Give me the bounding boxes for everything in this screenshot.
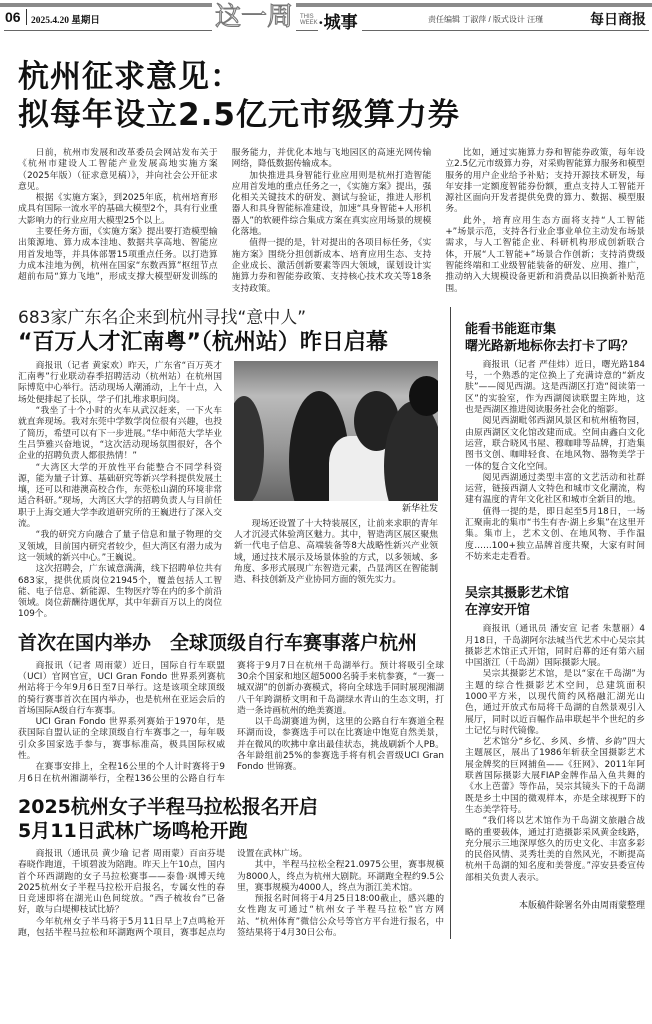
paragraph: 此外，培育应用生态方面将支持“人工智能+”场景示范，支持各行业企事业单位主动发布场景需求，与人工智能企业、科研机构形成创新联合体，开展“人工智能+”场景合作创新；支持消费级智能终端和工业级智能装备的研发、应用、推广，推动纳入大规模设备更新和消费品以旧换新补贴范围。 — [445, 215, 645, 294]
paragraph: 商报讯（记者 周雨蒙）近日，国际自行车联盟（UCI）官网官宣，UCI Gran Fondo 世界系列赛杭州站将于今年9月6日至7日举行。这是该项全球顶级的骑行赛事首次在国内举办，也是杭州在亚运会后的首场国际A级自行车赛事。 — [18, 660, 225, 716]
article-compute-voucher — [18, 148, 645, 295]
paragraph: 加快推进具身智能行业应用则是杭州打造智能应用首发地的重点任务之一，《实施方案》提出，强化相关关键技术的研发、测试与验证，推进人形机器人和具身智能标准建设，加速“具身智能+人形机器人”的软硬件综合集成方案在真实应用场景的规模化落地。 — [231, 170, 432, 238]
paragraph: “我的研究方向融合了量子信息和量子物理的交叉领域，目前国内研究者较少，但大湾区有潜力成为这一领域的新兴中心。”王巍说。 — [18, 530, 222, 563]
paragraph: 商报讯（通讯员 黄少瑜 记者 周雨蒙）百亩芬堤春晓作跑道，千顷碧波为陪跑。昨天上午10点，国内首个环西湖跑的女子马拉松赛事——泰鲁·飒博天纯2025杭州女子半程马拉松开启报名，专属女性的春日竞速即将在湖光山色间绽放。“西子梳妆台”已备好，敢与白堤柳枝试比娇？ — [18, 848, 225, 916]
paragraph: “我们将以艺术馆作为千岛湖文旅融合战略的重要载体，通过打造摄影采风黄金线路，充分展示三地深厚悠久的历史文化、丰富多彩的民俗风情、灵秀壮美的自然风光，不断提高杭州千岛湖的知名度和美誉度。”淳安县委宣传部相关负责人表示。 — [465, 816, 645, 883]
lower-section — [18, 307, 645, 939]
paragraph: 阅见西湖通过类型丰富的文艺活动和社群运营，链接西湖人文特色和城市文化潮流，构建有温度的青年文化社区和城市全新目的地。 — [465, 472, 645, 506]
article-half-marathon-text — [18, 849, 444, 939]
paragraph: 吴宗其摄影艺术馆，是以“家在千岛湖”为主题的综合性摄影艺术空间，总建筑面积1000平方米，以现代简约风格融汇湖光山色，通过开放式布局将千岛湖的自然景观引入展厅，同时以近百幅作品串联起半个世纪的乡土记忆与时代镜像。 — [465, 669, 645, 736]
article-reading-space — [465, 360, 645, 563]
paragraph: 今年杭州女子半马将于5月11日早上7点鸣枪开跑，包括半程马拉松和环湖跑两个项目，赛事起点均设置在武林广场。 — [18, 848, 308, 939]
headline-line1: 2025杭州女子半程马拉松报名开启 — [18, 795, 318, 818]
paragraph: UCI Gran Fondo 世界系列赛始于1970年，是获国际自盟认证的全球顶级自行车赛事之一，每年吸引众多国家选手参与，赛事标准高，极具国际权威性。 — [18, 717, 225, 762]
section-name: ·城事 — [318, 8, 362, 33]
news-photo — [234, 361, 438, 501]
paragraph: “我坐了十个小时的火车从武汉赶来，一下火车就直奔现场。我对东莞中学数学岗位很有兴趣，也投了简历，希望可以有下一步进展。”华中师范大学毕业生吕笋雅兴奋地说，“这次活动现场氛围很好，各个企业的招聘负责人都很热情！” — [18, 406, 222, 462]
article-headline: 首次在国内举办 全球顶级自行车赛事落户杭州 — [18, 631, 418, 654]
article-kicker: 683家广东名企来到杭州寻找“意中人” — [18, 307, 307, 328]
article-job-fair — [18, 361, 444, 621]
sidebar-headline-line2: 曙光路新地标你去打卡了吗？ — [465, 338, 635, 354]
editor-credits: 责任编辑 丁淑萍 / 版式设计 汪瑾 — [428, 15, 544, 24]
page-body — [18, 58, 645, 939]
column-brand-en: THIS WEEK — [300, 14, 318, 26]
headline-line2: 拟每年设立2.5亿元市级算力券 — [18, 97, 460, 133]
paragraph: 值得一提的是，即日起至5月18日，一场汇聚南北的集市“书生有杏·湖上乡集”在这里开集。集市上，艺术文创、在地风物、手作温度……100+独立品牌首度共聚，大家有时间不妨来走走看看。 — [465, 506, 645, 562]
newspaper-name: 每日商报 — [590, 13, 646, 28]
article-headline: “百万人才汇南粤”（杭州站）昨日启幕 — [18, 329, 388, 355]
paragraph: 比如，通过实施算力券和智能券政策，每年设立2.5亿元市级算力券，对采购智能算力服务和模型服务的用户企业给予补贴；支持开源技术研发，每年安排一定额度智能券份额，重点支持人工智能开源社区面向开发者提供免费的算力、数据、模型服务。 — [445, 148, 645, 215]
article-job-fair-continued — [234, 519, 438, 587]
paragraph: 值得一提的是，针对提出的各项目标任务，《实施方案》围绕分担创新成本、培育应用生态、支持企业成长、激活创新要素等四大领域，谋划设计实施算力券和智能券政策、支持核心技术攻关等18条支持政策。 — [231, 238, 432, 294]
paragraph: 根据《实施方案》，到2025年底，杭州培育形成具有国际一流水平的基础大模型2个，具有行业重大影响力的行业应用大模型25个以上。 — [18, 193, 218, 226]
paragraph: 其中，半程马拉松全程21.0975公里，赛事规模为8000人，终点为杭州大剧院。环湖跑全程约9.5公里，赛事规模为4000人，终点为浙江美术馆。 — [237, 860, 444, 893]
photo-column — [234, 361, 438, 621]
article-photo-museum — [465, 624, 645, 884]
article-job-fair-text — [18, 361, 222, 621]
paragraph: 在赛事安排上，全程16公里的个人计时赛将于9月6日在杭州湘湖举行，全程136公里的公路自行车赛将于9月7日在杭州千岛湖举行。预计将吸引全球30余个国家和地区超5000名骑手来杭参赛，“一赛一城双湖”的创新办赛模式，将向全球选手同时展现湘湖八千年跨湖桥文明和千岛湖绿水青山的生态文明，打造一条诗画杭州的绝美赛道。 — [18, 660, 444, 784]
main-column — [18, 307, 444, 939]
sidebar-column — [450, 307, 645, 939]
divider — [26, 9, 27, 25]
paragraph: 商报讯（记者 黄家欢）昨天，广东省“百万英才汇南粤”行业联动春季招聘活动（杭州站）在杭州国际博览中心举行。活动现场人潮涌动，上午十点，入场处便排起了长队，学子们扎堆求职问岗。 — [18, 360, 222, 405]
top-bar — [0, 3, 652, 7]
article-cycling — [18, 631, 444, 785]
sidebar-headline-line2: 在淳安开馆 — [465, 603, 531, 619]
article-half-marathon — [18, 795, 444, 939]
page-credit: 本版稿件除署名外由周雨蒙整理 — [518, 900, 645, 911]
sidebar-headline-line1: 能看书能逛市集 — [465, 321, 557, 337]
article-cycling-text — [18, 661, 444, 785]
paragraph: 主要任务方面，《实施方案》提出要打造模型输出策源地、算力成本洼地、数据共享高地、智能应用首发地等，并具体部署15项重点任务。以打造算力成本洼地为例，杭州在国家“东数西算”枢纽节点超前布局“算力飞地”，形成支撑大模型研发训练的服务能力，并优化本地与飞地园区的高速光网传输网络，降低数据传输成本。 — [18, 148, 432, 283]
paragraph: 日前，杭州市发展和改革委员会网站发布关于《杭州市建设人工智能产业发展高地实施方案（2025年版）（征求意见稿）》，并向社会公开征求意见。 — [18, 148, 218, 192]
paragraph: 预报名时间将于4月25日18:00截止，感兴趣的女性跑友可通过“杭州女子半程马拉松”官方网站、“杭州体育”微信公众号等官方平台进行报名，中签结果将于4月30日公布。 — [237, 894, 444, 939]
paragraph: 以千岛湖赛道为例，这里的公路自行车赛道全程环湖而设，参赛选手可以在比赛途中饱览自然美景，并在微风的吹拂中拿出最佳状态，挑战刷新个人PB。各年龄组前25%的参赛选手将有机会晋级UCI Gran Fondo 世锦赛。 — [237, 717, 444, 773]
paragraph: 商报讯（通讯员 潘安宣 记者 朱慧丽）4月18日，千岛湖阿尔法城当代艺术中心吴宗其摄影艺术馆正式开馆，同时启幕的还有第六届中国浙江（千岛湖）国际摄影大展。 — [465, 624, 645, 669]
headline-line1: 杭州征求意见： — [18, 59, 242, 95]
paragraph: 商报讯（记者 严佳炜）近日，曙光路184号，一个熟悉的定位换上了充满诗意的“新皮肤”——阅见西湖。这是西湖区打造“阅读第一区”的实验室，作为西湖阅读联盟主阵地，这也是西湖区推进阅读服务社会化的缩影。 — [465, 359, 645, 416]
paragraph: 艺术馆分“乡忆、乡风、乡情、乡韵”四大主题展区，展出了1986年斩获全国摄影艺术展金牌奖的巨网捕鱼——《狂网》、2011年阿联酋国际摄影大展FIAP金牌作品入鱼共舞的《水上芭蕾》等作品，吴宗其镜头下的千岛湖既是乡土中国的微观样本，亦是全球视野下的生态美学符号。 — [465, 737, 645, 815]
paragraph: “大湾区大学的开放性平台能整合不同学科资源，能为量子计算、基础研究等新兴学科提供发展土壤，还可以和港澳高校合作，东莞松山湖的环境非常适合科研。”现场，大湾区大学的招聘负责人与目前任职于上海交通大学李政道研究所的王巍进行了深入交流。 — [18, 462, 222, 530]
photo-caption: 新华社发 — [401, 502, 438, 513]
column-brand: 这一周 — [212, 3, 296, 31]
paragraph: 这次招聘会，广东诚意满满，线下招聘单位共有683家，提供优质岗位21945个，覆盖包括人工智能、电子信息、新能源、生物医疗等在内的多个前沿领域。岗位薪酬待遇优厚，其中年薪百万以上的岗位109个。 — [18, 564, 222, 620]
issue-date: 2025.4.20 星期日 — [31, 16, 100, 26]
sidebar-headline-line1: 吴宗其摄影艺术馆 — [465, 586, 570, 602]
headline-line2: 5月11日武林广场鸣枪开跑 — [18, 819, 248, 842]
paragraph: 现场还设置了十大特装展区，让前来求职的青年人才沉浸式体验湾区魅力。其中，智造湾区展区聚焦新一代电子信息、高端装备等8大战略性新兴产业领域，通过技术展示及场景体验的方式，以多领域、多角度、多形式展现广东智造元素，凸显湾区在智能制造、科技创新及产业协同方面的领先实力。 — [234, 518, 438, 586]
paragraph: 阅见西湖毗邻西湖风景区和杭州植物园，由原西湖区文化馆改建而成。空间由鑫白文化运营，联合晓风书屋、穆咖啡等品牌，打造集图书文创、咖啡轻食、在地风物、器物美学于一体的复合文化空间。 — [465, 416, 645, 472]
page-number: 06 — [5, 9, 21, 25]
